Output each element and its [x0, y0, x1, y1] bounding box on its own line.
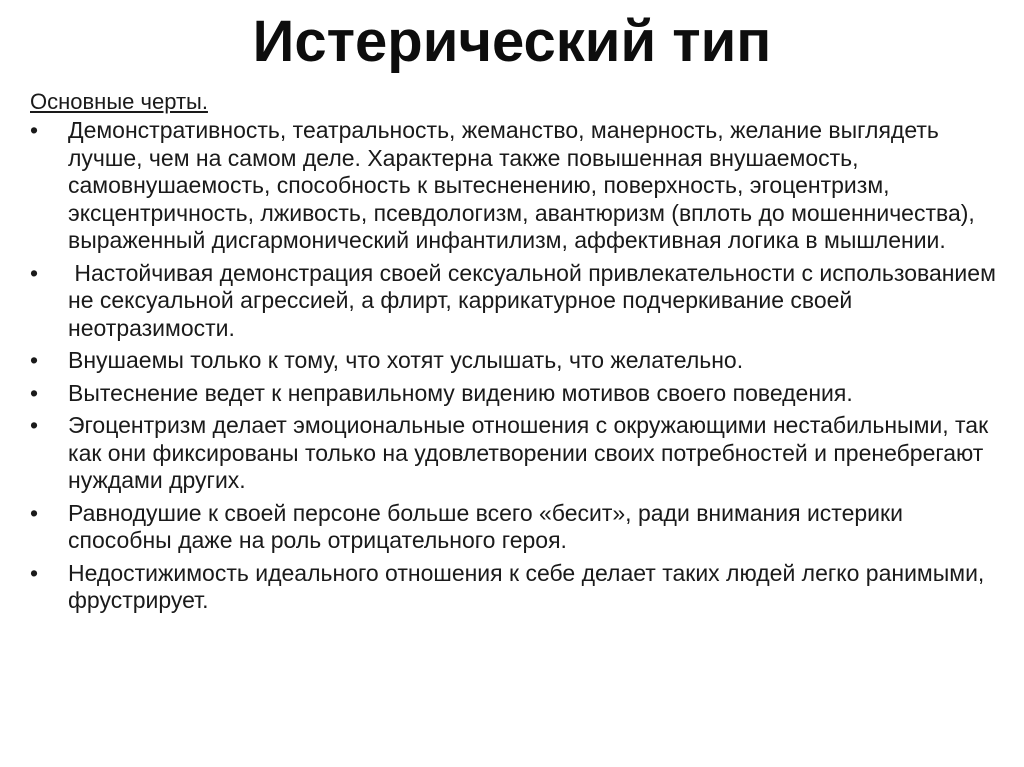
bullet-icon: • [30, 117, 39, 143]
list-item-text: Недостижимость идеального отношения к себе делает таких людей легко ранимыми, фрустрирует. [68, 559, 985, 613]
list-item-text: Внушаемы только к тому, что хотят услышать, что желательно. [68, 347, 744, 373]
bullet-icon: • [30, 499, 39, 526]
bullet-icon: • [30, 559, 39, 586]
list-item-text: Равнодушие к своей персоне больше всего «бесит», ради внимания истерики способны даже на роль отрицательного героя. [68, 499, 903, 553]
list-item [30, 380, 1010, 408]
list-item [30, 500, 1010, 555]
list-item-text: Эгоцентризм делает эмоциональные отношения с окружающими нестабильными, так как они фиксированы только на удовлетворении своих потребностей и пренебрегают нуждами других. [68, 412, 989, 493]
bullet-list [30, 117, 1010, 615]
list-item [30, 347, 1010, 375]
list-item-text: Вытеснение ведет к неправильному видению мотивов своего поведения. [68, 379, 853, 406]
list-item-text: Настойчивая демонстрация своей сексуальной привлекательности с использованием не сексуальной агрессией, а флирт, каррикатурное подчеркивание своей неотразимости. [68, 259, 1003, 341]
list-item [30, 260, 1010, 343]
list-item [30, 412, 1010, 495]
slide-content [30, 88, 1010, 620]
slide-subtitle: Основные черты. [30, 89, 208, 114]
bullet-icon: • [30, 347, 39, 373]
bullet-icon: • [30, 259, 39, 286]
bullet-icon: • [30, 379, 39, 406]
bullet-icon: • [30, 412, 39, 438]
list-item [30, 560, 1010, 615]
list-item-text: Демонстративность, театральность, жеманство, манерность, желание выглядеть лучше, чем на самом деле. Характерна также повышенная внушаемость, самовнушаемость, способность к вытесненению, поверхность, эгоцентризм, эксцентричность, лживость, псевдологизм, авантюризм (вплоть до мошенничества), выраженный дисгармонический инфантилизм, аффективная логика в мышлении. [68, 117, 975, 253]
slide-title: Истерический тип [252, 9, 772, 74]
list-item [30, 117, 1010, 255]
